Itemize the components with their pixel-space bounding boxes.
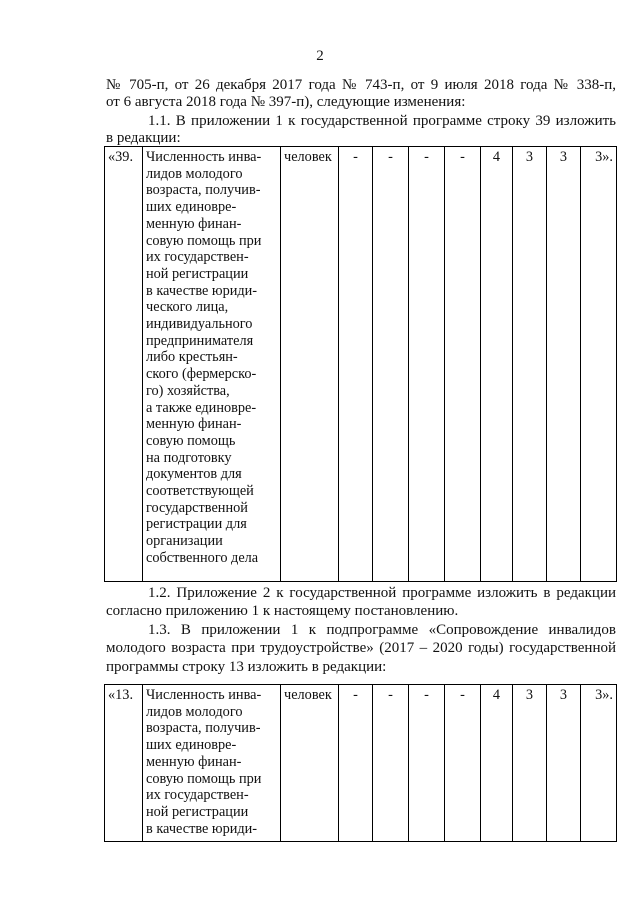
value-cell: - [339, 147, 373, 582]
description-line: документов для [146, 466, 242, 483]
description-line: их государствен- [146, 787, 249, 804]
table-row [105, 685, 617, 842]
description-line: совую помощь [146, 432, 236, 449]
description-line: организации [146, 533, 223, 550]
description-line: совую помощь при [146, 770, 262, 787]
indicator-description [143, 147, 281, 582]
row-number: «13. [105, 685, 143, 842]
description-line: предпринимателя [146, 332, 254, 349]
value-cell: 4 [481, 147, 513, 582]
description-line: возраста, получив- [146, 182, 261, 199]
description-line: государственной [146, 499, 248, 516]
indicator-description [143, 685, 281, 842]
description-line: менную финан- [146, 753, 242, 770]
description-line: возраста, получив- [146, 720, 261, 737]
description-line: ского (фермерско- [146, 366, 257, 383]
intro-line-1: № 705-п, от 26 декабря 2017 года № 743-п, от 9 июля 2018 года № 338-п, [106, 77, 616, 93]
value-cell: - [445, 147, 481, 582]
item-1-2-line-1: 1.2. Приложение 2 к государственной программе изложить в редакции [148, 585, 616, 601]
description-line: их государствен- [146, 249, 249, 266]
description-line: лидов молодого [146, 165, 243, 182]
description-line: Численность инва- [146, 687, 262, 703]
item-1-2-line-2: согласно приложению 1 к настоящему постановлению. [106, 603, 459, 619]
page-number: 2 [316, 48, 324, 64]
item-1-3-line-3: программы строку 13 изложить в редакции: [106, 659, 387, 675]
value-cell: - [339, 685, 373, 842]
value-cell: 3 [547, 685, 581, 842]
description-line: соответствующей [146, 483, 254, 500]
value-cell: 4 [481, 685, 513, 842]
description-line: ческого лица, [146, 299, 229, 316]
value-cell: 3 [513, 685, 547, 842]
value-cell: - [445, 685, 481, 842]
unit-cell: человек [281, 147, 339, 582]
description-line: ших единовре- [146, 737, 237, 754]
item-1-3-line-2: молодого возраста при трудоустройстве» (2017 – 2020 годы) государственной [106, 640, 616, 656]
description-line: менную финан- [146, 215, 242, 232]
description-line: лидов молодого [146, 703, 243, 720]
description-line: а также единовре- [146, 399, 257, 416]
description-line: ших единовре- [146, 199, 237, 216]
row-number: «39. [105, 147, 143, 582]
description-line: ной регистрации [146, 803, 249, 820]
item-1-3-line-1: 1.3. В приложении 1 к подпрограмме «Сопровождение инвалидов [148, 622, 616, 638]
description-line: совую помощь при [146, 232, 262, 249]
description-line: регистрации для [146, 516, 247, 533]
description-line: в качестве юриди- [146, 282, 258, 299]
description-line: Численность инва- [146, 149, 262, 165]
item-1-1-line-2: в редакции: [106, 130, 181, 146]
indicator-table-row-13 [104, 684, 617, 842]
table-row [105, 147, 617, 582]
value-cell: - [409, 685, 445, 842]
description-line: го) хозяйства, [146, 382, 230, 399]
description-line: на подготовку [146, 449, 232, 466]
value-cell: - [373, 147, 409, 582]
unit-cell: человек [281, 685, 339, 842]
description-line: либо крестьян- [146, 349, 238, 366]
value-cell: - [373, 685, 409, 842]
description-line: собственного дела [146, 549, 259, 566]
description-line: ной регистрации [146, 265, 249, 282]
description-line: индивидуального [146, 316, 253, 333]
indicator-table-row-39 [104, 146, 617, 582]
value-cell: 3 [547, 147, 581, 582]
value-cell: 3». [581, 685, 617, 842]
description-line: в качестве юриди- [146, 820, 258, 837]
intro-line-2: от 6 августа 2018 года № 397-п), следующие изменения: [106, 94, 466, 110]
value-cell: 3 [513, 147, 547, 582]
value-cell: 3». [581, 147, 617, 582]
value-cell: - [409, 147, 445, 582]
item-1-1-line-1: 1.1. В приложении 1 к государственной программе строку 39 изложить [148, 113, 616, 129]
description-line: менную финан- [146, 416, 242, 433]
